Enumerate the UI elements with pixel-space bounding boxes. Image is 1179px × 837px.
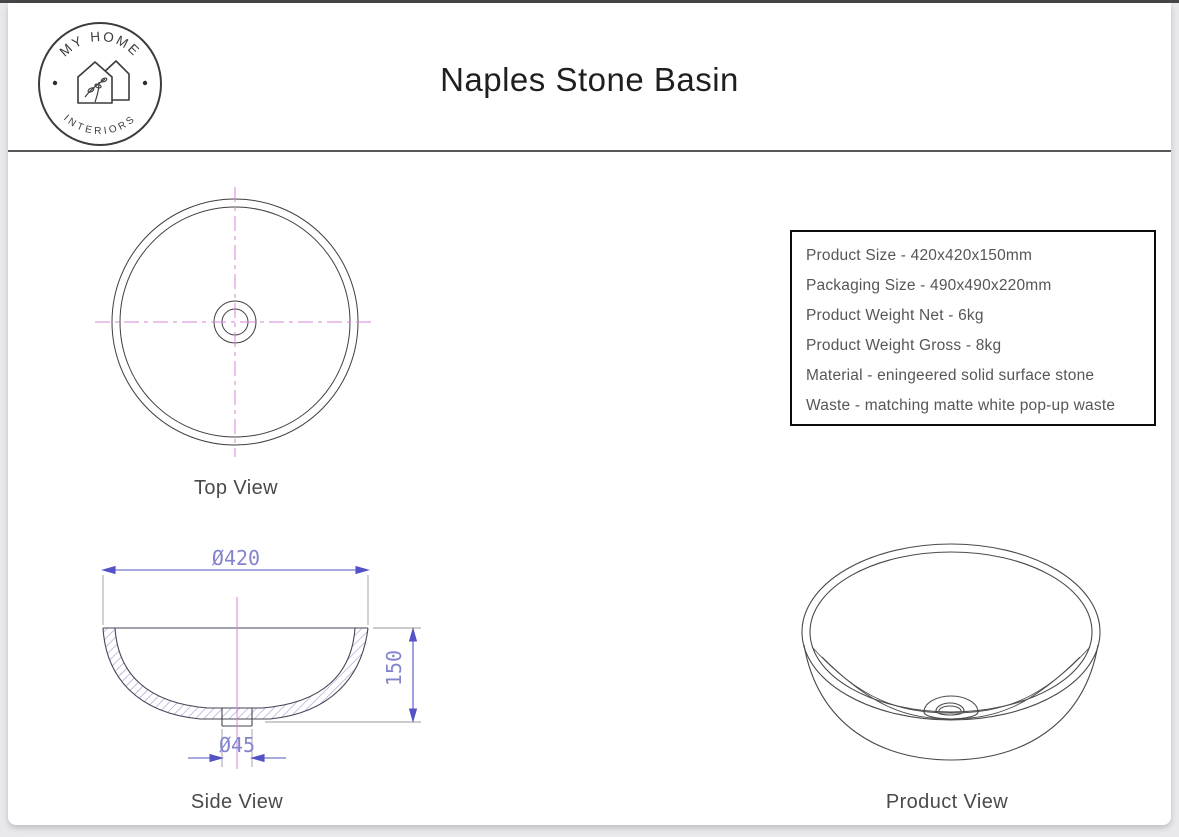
- document-page: [8, 3, 1171, 825]
- rim-inner-ellipse: [810, 552, 1092, 712]
- logo-dot-left: [53, 81, 57, 85]
- extension-lines: [103, 575, 421, 767]
- logo-dot-right: [143, 81, 147, 85]
- dim-diameter-420: Ø420: [211, 546, 261, 570]
- brand-logo: [32, 16, 168, 152]
- popup-waste-drain: [924, 696, 978, 719]
- dim-height-150: 150: [382, 649, 406, 687]
- basin-wall-hatch: [103, 628, 368, 719]
- dim-drain-45: Ø45: [218, 733, 256, 757]
- inner-bottom-curve-2: [822, 657, 1080, 719]
- spec-row-waste: Waste - matching matte white pop-up waste: [806, 397, 1116, 414]
- spec-row-packaging-size: Packaging Size - 490x490x220mm: [806, 277, 1052, 294]
- logo-text-bottom: INTERIORS: [61, 112, 139, 138]
- spec-row-product-size: Product Size - 420x420x150mm: [806, 247, 1033, 264]
- top-view-drawing: [90, 180, 390, 470]
- page-title: Naples Stone Basin: [440, 61, 739, 98]
- top-view-label: Top View: [194, 477, 278, 499]
- header-divider: [8, 150, 1171, 152]
- rim-outer-ellipse: [802, 544, 1100, 720]
- spec-row-weight-gross: Product Weight Gross - 8kg: [806, 337, 1002, 354]
- spec-row-material: Material - eningeered solid surface stone: [806, 367, 1095, 384]
- spec-row-weight-net: Product Weight Net - 6kg: [806, 307, 984, 324]
- centerlines: [95, 187, 375, 457]
- side-view-label: Side View: [190, 791, 284, 813]
- product-view-label: Product View: [885, 791, 1009, 813]
- side-view-drawing: [80, 545, 440, 780]
- product-view-drawing: [790, 535, 1120, 775]
- dimension-lines: [103, 567, 416, 762]
- specifications-box: [790, 230, 1156, 426]
- logo-text-top: MY HOME: [56, 28, 144, 60]
